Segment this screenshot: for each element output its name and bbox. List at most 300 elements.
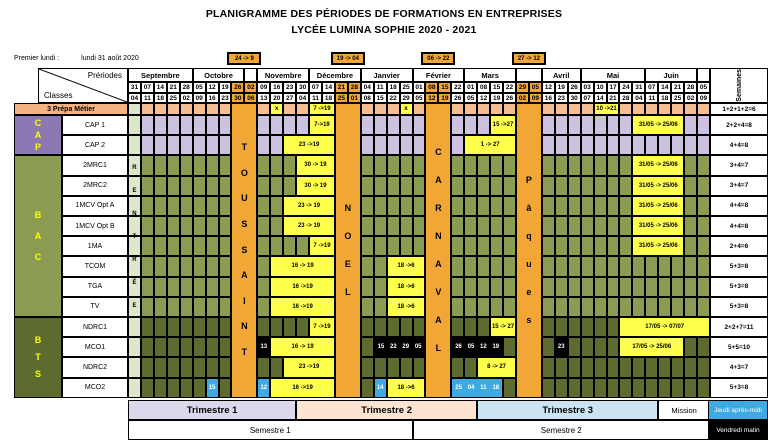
week-cell — [270, 317, 283, 337]
week-cell — [374, 236, 387, 256]
training-period-bar: 16 ->19 — [270, 277, 335, 297]
week-cell — [167, 135, 180, 155]
week-cell — [400, 155, 413, 175]
week-cell — [542, 297, 555, 317]
week-cell — [555, 317, 568, 337]
week-cell — [193, 176, 206, 196]
week-cell — [154, 357, 167, 377]
week-cell — [361, 256, 374, 276]
periods-label: Prériodes — [87, 71, 122, 80]
week-monday-cell: 07 — [309, 82, 322, 93]
week-monday-cell: 15 — [490, 82, 503, 93]
week-cell — [361, 155, 374, 175]
week-cell — [257, 103, 270, 115]
training-period-bar: 23 ->19 — [283, 357, 335, 377]
week-cell — [464, 256, 477, 276]
training-period-bar: 18 ->6 — [387, 297, 426, 317]
week-cell — [141, 103, 154, 115]
week-cell — [632, 103, 645, 115]
month-header — [516, 68, 542, 82]
week-cell — [568, 135, 581, 155]
week-cell — [413, 357, 426, 377]
week-cell — [283, 115, 296, 135]
week-cell — [568, 155, 581, 175]
weeks-total-cell: 5+5=10 — [710, 337, 768, 357]
week-cell — [464, 103, 477, 115]
week-friday-cell: 26 — [451, 93, 464, 103]
week-monday-cell: 21 — [335, 82, 348, 93]
week-cell — [503, 297, 516, 317]
week-cell — [283, 236, 296, 256]
week-cell — [607, 236, 620, 256]
week-cell — [607, 135, 620, 155]
training-period-bar: 15 -> 27 — [490, 317, 516, 337]
week-cell — [128, 357, 141, 377]
page-subtitle: LYCÉE LUMINA SOPHIE 2020 - 2021 — [291, 24, 477, 36]
week-monday-cell: 31 — [632, 82, 645, 93]
month-header: Février — [413, 68, 465, 82]
week-friday-cell: 06 — [244, 93, 257, 103]
week-cell — [141, 337, 154, 357]
week-cell — [503, 216, 516, 236]
week-cell — [490, 256, 503, 276]
week-cell — [361, 196, 374, 216]
week-cell — [697, 216, 710, 236]
week-cell — [542, 103, 555, 115]
week-cell — [206, 176, 219, 196]
week-cell — [697, 378, 710, 398]
training-period-bar: 7 ->19 — [309, 317, 335, 337]
week-friday-cell: 30 — [568, 93, 581, 103]
week-monday-cell: 17 — [607, 82, 620, 93]
week-cell — [180, 277, 193, 297]
vacation-range-label: 24 -> 9 — [227, 52, 261, 65]
week-cell — [568, 337, 581, 357]
legend-vendredi-matin: Vendredi matin — [708, 420, 768, 440]
week-cell — [180, 135, 193, 155]
week-cell — [374, 216, 387, 236]
training-period-bar: 16 ->19 — [270, 378, 335, 398]
week-cell — [581, 256, 594, 276]
week-cell — [128, 135, 141, 155]
week-cell — [607, 196, 620, 216]
week-friday-cell: 02 — [684, 93, 697, 103]
training-period-bar: 31/05 -> 25/06 — [632, 176, 684, 196]
week-cell — [581, 115, 594, 135]
week-cell — [296, 317, 309, 337]
week-friday-cell: 07 — [581, 93, 594, 103]
week-friday-cell: 12 — [477, 93, 490, 103]
week-cell — [619, 176, 632, 196]
class-row-label: 1MA — [62, 236, 128, 256]
week-friday-cell: 11 — [645, 93, 658, 103]
week-monday-cell: 05 — [193, 82, 206, 93]
week-cell — [257, 277, 270, 297]
class-row-label: TGA — [62, 277, 128, 297]
week-cell — [632, 297, 645, 317]
week-cell — [503, 277, 516, 297]
week-cell — [464, 277, 477, 297]
week-cell — [477, 196, 490, 216]
week-cell — [154, 103, 167, 115]
week-monday-cell: 14 — [154, 82, 167, 93]
week-cell — [400, 115, 413, 135]
week-cell — [684, 357, 697, 377]
week-cell — [128, 317, 141, 337]
class-row-label: 2MRC1 — [62, 155, 128, 175]
week-cell — [645, 357, 658, 377]
week-friday-cell: 05 — [413, 93, 426, 103]
week-monday-cell: 07 — [645, 82, 658, 93]
week-cell — [283, 317, 296, 337]
week-cell — [167, 378, 180, 398]
friday-morning-mark: 23 — [555, 337, 568, 357]
week-cell — [361, 277, 374, 297]
week-cell — [477, 115, 490, 135]
classes-label: Classes — [44, 91, 73, 100]
month-header: Décembre — [309, 68, 361, 82]
week-cell — [451, 176, 464, 196]
week-monday-cell: 28 — [348, 82, 361, 93]
vacation-bar-toussaint: T O U S S A I N T — [231, 103, 257, 398]
week-cell — [374, 297, 387, 317]
week-cell — [451, 236, 464, 256]
week-friday-cell: 25 — [167, 93, 180, 103]
weeks-total-cell: 2+2+4=8 — [710, 115, 768, 135]
week-cell — [413, 317, 426, 337]
week-cell — [451, 196, 464, 216]
week-cell — [141, 115, 154, 135]
week-cell — [154, 236, 167, 256]
week-monday-cell: 11 — [374, 82, 387, 93]
week-cell — [167, 256, 180, 276]
training-period-bar: 8 -> 27 — [477, 357, 516, 377]
week-cell — [451, 115, 464, 135]
x-week-mark: x — [270, 103, 283, 115]
week-cell — [607, 155, 620, 175]
week-cell — [555, 155, 568, 175]
week-cell — [257, 357, 270, 377]
week-monday-cell: 12 — [542, 82, 555, 93]
week-cell — [387, 357, 400, 377]
week-cell — [180, 317, 193, 337]
week-cell — [167, 317, 180, 337]
week-cell — [257, 216, 270, 236]
training-period-bar: 7 ->19 — [309, 236, 335, 256]
week-cell — [684, 337, 697, 357]
week-cell — [658, 297, 671, 317]
week-monday-cell: 03 — [581, 82, 594, 93]
class-row-label: NDRC2 — [62, 357, 128, 377]
class-row-label: 2MRC2 — [62, 176, 128, 196]
week-cell — [594, 216, 607, 236]
week-cell — [594, 317, 607, 337]
week-cell — [141, 357, 154, 377]
week-cell — [193, 256, 206, 276]
week-cell — [193, 337, 206, 357]
week-cell — [154, 176, 167, 196]
week-friday-cell: 28 — [619, 93, 632, 103]
week-cell — [167, 357, 180, 377]
week-cell — [581, 337, 594, 357]
week-cell — [193, 103, 206, 115]
week-cell — [193, 297, 206, 317]
week-cell — [581, 297, 594, 317]
week-cell — [697, 115, 710, 135]
week-cell — [180, 236, 193, 256]
week-cell — [193, 357, 206, 377]
week-cell — [283, 103, 296, 115]
week-cell — [141, 176, 154, 196]
week-cell — [167, 277, 180, 297]
week-cell — [361, 103, 374, 115]
trimestre-bar: Trimestre 2 — [296, 400, 477, 420]
week-cell — [167, 115, 180, 135]
thursday-afternoon-mark: 15 — [206, 378, 219, 398]
semestre-bar: Semestre 1 — [128, 420, 413, 440]
week-cell — [464, 357, 477, 377]
week-cell — [219, 378, 232, 398]
week-cell — [180, 103, 193, 115]
week-cell — [658, 357, 671, 377]
week-cell — [219, 115, 232, 135]
week-cell — [581, 135, 594, 155]
week-cell — [581, 236, 594, 256]
week-cell — [400, 357, 413, 377]
week-cell — [490, 236, 503, 256]
week-cell — [451, 256, 464, 276]
week-cell — [697, 135, 710, 155]
week-cell — [555, 236, 568, 256]
week-monday-cell: 15 — [438, 82, 451, 93]
week-cell — [490, 277, 503, 297]
thursday-afternoon-mark: 25 04 11 18 — [451, 378, 503, 398]
week-cell — [581, 216, 594, 236]
week-cell — [645, 135, 658, 155]
week-cell — [219, 135, 232, 155]
week-cell — [141, 216, 154, 236]
week-cell — [180, 337, 193, 357]
month-header — [244, 68, 257, 82]
week-friday-cell: 14 — [594, 93, 607, 103]
x-week-mark: x — [400, 103, 413, 115]
week-monday-cell: 02 — [244, 82, 257, 93]
week-cell — [361, 216, 374, 236]
week-friday-cell: 18 — [658, 93, 671, 103]
week-cell — [361, 378, 374, 398]
week-friday-cell: 08 — [361, 93, 374, 103]
week-cell — [619, 297, 632, 317]
week-cell — [206, 115, 219, 135]
week-cell — [594, 155, 607, 175]
week-cell — [283, 155, 296, 175]
week-cell — [632, 277, 645, 297]
week-cell — [154, 115, 167, 135]
week-cell — [555, 216, 568, 236]
week-cell — [464, 317, 477, 337]
week-cell — [296, 236, 309, 256]
month-header: Avril — [542, 68, 581, 82]
week-cell — [477, 277, 490, 297]
vacation-range-label: 19 -> 04 — [331, 52, 365, 65]
week-cell — [568, 103, 581, 115]
week-cell — [503, 176, 516, 196]
week-cell — [607, 277, 620, 297]
class-row-label: CAP 1 — [62, 115, 128, 135]
week-monday-cell: 19 — [555, 82, 568, 93]
week-cell — [697, 176, 710, 196]
week-cell — [361, 236, 374, 256]
week-cell — [568, 357, 581, 377]
week-cell — [167, 103, 180, 115]
week-friday-cell: 23 — [555, 93, 568, 103]
week-cell — [167, 297, 180, 317]
week-cell — [568, 256, 581, 276]
page-title: PLANIGRAMME DES PÉRIODES DE FORMATIONS EN ENTREPRISES — [205, 8, 563, 20]
weeks-total-cell: 1+2+1+2=6 — [710, 103, 768, 115]
week-cell — [594, 277, 607, 297]
rentree-label: R E N T R É E — [132, 165, 137, 309]
week-cell — [219, 277, 232, 297]
week-cell — [555, 176, 568, 196]
week-cell — [619, 357, 632, 377]
week-cell — [154, 216, 167, 236]
week-cell — [361, 176, 374, 196]
class-row-label: 1MCV Opt B — [62, 216, 128, 236]
week-cell — [451, 216, 464, 236]
week-cell — [387, 196, 400, 216]
week-cell — [581, 317, 594, 337]
corner-cell — [38, 68, 128, 103]
week-cell — [490, 297, 503, 317]
week-cell — [594, 378, 607, 398]
week-cell — [451, 277, 464, 297]
week-cell — [671, 297, 684, 317]
week-cell — [503, 236, 516, 256]
training-period-bar: 31/05 -> 25/06 — [632, 115, 684, 135]
week-cell — [581, 103, 594, 115]
week-cell — [619, 135, 632, 155]
weeks-total-cell: 3+4=7 — [710, 155, 768, 175]
week-cell — [257, 256, 270, 276]
week-cell — [464, 176, 477, 196]
week-monday-cell: 21 — [167, 82, 180, 93]
week-cell — [477, 103, 490, 115]
week-monday-cell: 26 — [231, 82, 244, 93]
week-cell — [555, 357, 568, 377]
month-header: Juin — [645, 68, 697, 82]
week-cell — [167, 155, 180, 175]
week-cell — [607, 216, 620, 236]
week-monday-cell: 31 — [128, 82, 141, 93]
group-block-cap: C A P — [14, 115, 62, 155]
week-cell — [374, 357, 387, 377]
week-monday-cell: 09 — [257, 82, 270, 93]
week-cell — [594, 297, 607, 317]
week-cell — [206, 297, 219, 317]
week-friday-cell: 09 — [697, 93, 710, 103]
week-cell — [206, 196, 219, 216]
week-cell — [632, 357, 645, 377]
week-friday-cell: 18 — [154, 93, 167, 103]
week-friday-cell: 19 — [490, 93, 503, 103]
week-cell — [219, 176, 232, 196]
week-monday-cell: 12 — [206, 82, 219, 93]
week-cell — [607, 256, 620, 276]
week-cell — [503, 337, 516, 357]
week-cell — [387, 216, 400, 236]
week-cell — [594, 357, 607, 377]
week-cell — [400, 196, 413, 216]
week-cell — [490, 176, 503, 196]
week-cell — [568, 176, 581, 196]
week-friday-cell: 04 — [296, 93, 309, 103]
week-friday-cell: 25 — [671, 93, 684, 103]
week-cell — [632, 378, 645, 398]
friday-morning-mark: 26 05 12 19 — [451, 337, 503, 357]
week-cell — [400, 216, 413, 236]
week-cell — [219, 297, 232, 317]
week-cell — [671, 135, 684, 155]
week-cell — [684, 196, 697, 216]
week-friday-cell: 25 — [335, 93, 348, 103]
week-friday-cell: 02 — [180, 93, 193, 103]
week-cell — [581, 196, 594, 216]
week-cell — [684, 277, 697, 297]
week-cell — [568, 115, 581, 135]
week-cell — [141, 378, 154, 398]
week-monday-cell: 16 — [270, 82, 283, 93]
week-cell — [206, 317, 219, 337]
training-period-bar: 23 -> 19 — [283, 196, 335, 216]
week-cell — [387, 135, 400, 155]
class-row-label: CAP 2 — [62, 135, 128, 155]
class-row-label: MCO2 — [62, 378, 128, 398]
group-block-bts: B T S — [14, 317, 62, 398]
week-monday-cell: 26 — [568, 82, 581, 93]
friday-morning-mark: 13 — [257, 337, 270, 357]
week-cell — [219, 256, 232, 276]
week-friday-cell: 04 — [632, 93, 645, 103]
week-friday-cell: 16 — [206, 93, 219, 103]
training-period-bar: 23 -> 19 — [283, 216, 335, 236]
week-cell — [697, 103, 710, 115]
week-cell — [374, 317, 387, 337]
week-cell — [219, 155, 232, 175]
week-friday-cell: 01 — [348, 93, 361, 103]
weeks-total-cell: 4+4=8 — [710, 135, 768, 155]
week-cell — [581, 378, 594, 398]
week-cell — [141, 135, 154, 155]
week-cell — [154, 317, 167, 337]
week-cell — [154, 378, 167, 398]
week-cell — [413, 236, 426, 256]
week-cell — [193, 115, 206, 135]
class-row-label: 1MCV Opt A — [62, 196, 128, 216]
week-monday-cell: 25 — [400, 82, 413, 93]
week-cell — [632, 256, 645, 276]
week-friday-cell: 04 — [128, 93, 141, 103]
week-cell — [645, 277, 658, 297]
week-friday-cell: 02 — [516, 93, 529, 103]
week-cell — [477, 256, 490, 276]
week-monday-cell: 04 — [361, 82, 374, 93]
week-cell — [555, 115, 568, 135]
week-cell — [257, 236, 270, 256]
week-cell — [594, 135, 607, 155]
week-friday-cell: 18 — [322, 93, 335, 103]
week-cell — [645, 103, 658, 115]
